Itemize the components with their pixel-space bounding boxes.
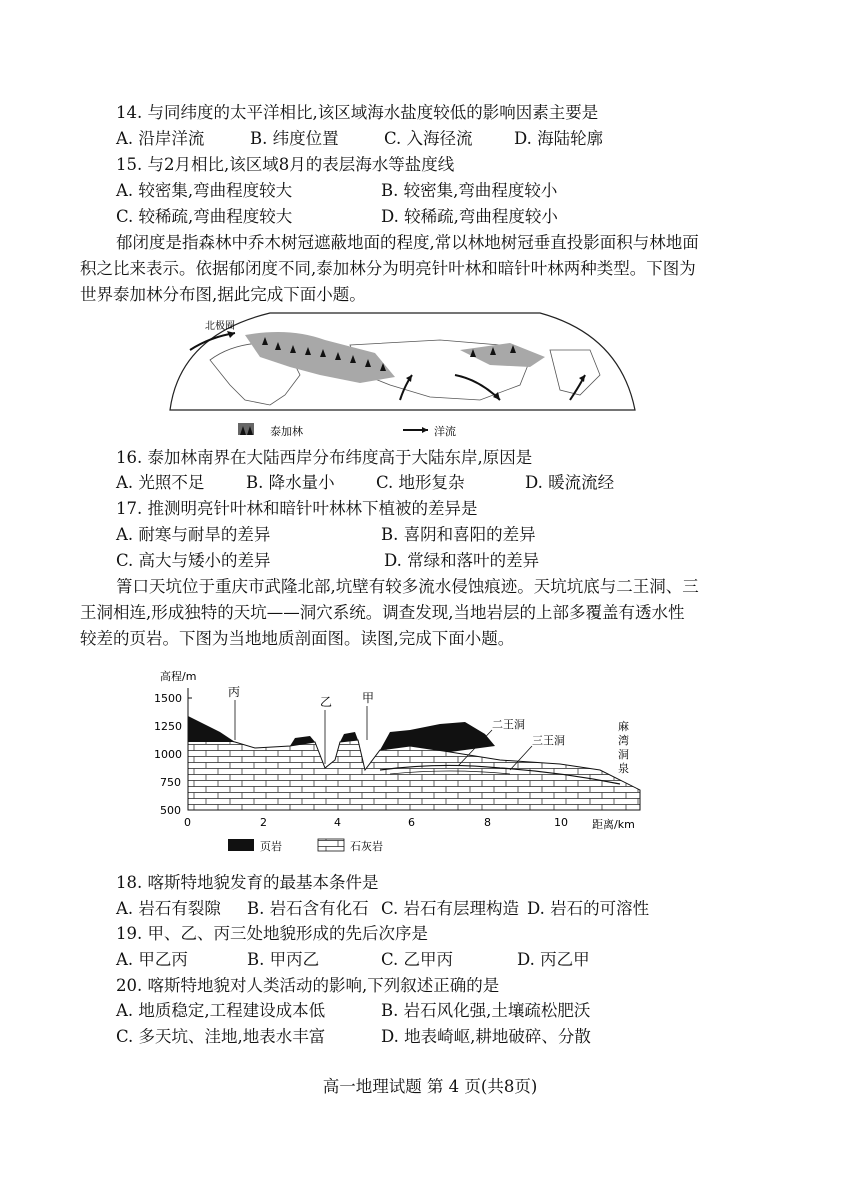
q19-option-d: D. 丙乙甲 [517, 950, 590, 969]
svg-text:洞: 洞 [618, 748, 629, 761]
q15-option-a: A. 较密集,弯曲程度较大 [116, 181, 293, 200]
q20-option-b: B. 岩石风化强,土壤疏松肥沃 [381, 1001, 591, 1020]
q20-option-a: A. 地质稳定,工程建设成本低 [116, 1001, 326, 1020]
q18-option-b: B. 岩石含有化石 [247, 899, 369, 918]
y-tick-500: 500 [160, 804, 181, 817]
y-tick-1500: 1500 [154, 692, 182, 705]
legend-shale-swatch [228, 839, 254, 851]
legend-limestone: 石灰岩 [350, 840, 383, 853]
label-mawan-spring [618, 720, 629, 775]
q18-stem: 18. 喀斯特地貌发育的最基本条件是 [116, 873, 379, 892]
label-sanwang-cave: 三王洞 [532, 734, 565, 747]
q15-option-d: D. 较稀疏,弯曲程度较小 [381, 207, 558, 226]
q19-option-c: C. 乙甲丙 [381, 950, 454, 969]
q17-stem: 17. 推测明亮针叶林和暗针叶林林下植被的差异是 [116, 499, 478, 518]
q18-option-c: C. 岩石有层理构造 [381, 899, 520, 918]
label-erwang-cave: 二王洞 [492, 718, 525, 731]
x-tick-6: 6 [408, 816, 415, 829]
legend-shale: 页岩 [260, 840, 282, 853]
legend-taiga: 泰加林 [270, 425, 303, 438]
intro2-line2: 王洞相连,形成独特的天坑——洞穴系统。调查发现,当地岩层的上部多覆盖有透水性 [80, 603, 685, 622]
y-tick-1250: 1250 [154, 720, 182, 733]
label-yi: 乙 [320, 695, 333, 709]
map-legend [238, 423, 456, 438]
svg-text:湾: 湾 [618, 734, 629, 747]
q20-option-c: C. 多天坑、洼地,地表水丰富 [116, 1027, 326, 1046]
q20-stem: 20. 喀斯特地貌对人类活动的影响,下列叙述正确的是 [116, 976, 500, 995]
q16-option-c: C. 地形复杂 [376, 473, 465, 492]
q18-option-a: A. 岩石有裂隙 [116, 899, 221, 918]
q19-option-a: A. 甲乙丙 [116, 950, 188, 969]
q14-option-c: C. 入海径流 [384, 129, 473, 148]
q20-option-d: D. 地表崎岖,耕地破碎、分散 [381, 1027, 591, 1046]
taiga-map [150, 305, 650, 445]
intro1-line3: 世界泰加林分布图,据此完成下面小题。 [80, 285, 366, 304]
q17-option-a: A. 耐寒与耐旱的差异 [116, 525, 271, 544]
intro2-line3: 较差的页岩。下图为当地地质剖面图。读图,完成下面小题。 [80, 629, 515, 648]
q14-option-a: A. 沿岸洋流 [116, 129, 205, 148]
q16-option-b: B. 降水量小 [246, 473, 335, 492]
q17-option-c: C. 高大与矮小的差异 [116, 551, 271, 570]
page-footer: 高一地理试题 第 4 页(共8页) [322, 1077, 538, 1096]
q15-option-b: B. 较密集,弯曲程度较小 [381, 181, 558, 200]
q16-stem: 16. 泰加林南界在大陆西岸分布纬度高于大陆东岸,原因是 [116, 448, 533, 467]
y-tick-750: 750 [160, 776, 181, 789]
q14-stem: 14. 与同纬度的太平洋相比,该区域海水盐度较低的影响因素主要是 [116, 103, 599, 122]
x-tick-2: 2 [260, 816, 267, 829]
q19-stem: 19. 甲、乙、丙三处地貌形成的先后次序是 [116, 924, 428, 943]
q19-option-b: B. 甲丙乙 [247, 950, 320, 969]
geological-profile [140, 660, 660, 860]
q17-option-d: D. 常绿和落叶的差异 [384, 551, 540, 570]
intro1-line1: 郁闭度是指森林中乔木树冠遮蔽地面的程度,常以林地树冠垂直投影面积与林地面 [116, 233, 699, 252]
label-jia: 甲 [362, 691, 375, 705]
x-tick-4: 4 [334, 816, 341, 829]
q17-option-b: B. 喜阴和喜阳的差异 [381, 525, 536, 544]
x-tick-8: 8 [484, 816, 491, 829]
svg-text:麻: 麻 [618, 720, 629, 733]
q14-option-b: B. 纬度位置 [250, 129, 339, 148]
arctic-circle-label: 北极圈 [205, 321, 235, 332]
x-tick-10: 10 [554, 816, 568, 829]
q16-option-d: D. 暖流流经 [525, 473, 615, 492]
q14-option-d: D. 海陆轮廓 [514, 129, 604, 148]
legend-limestone-swatch [318, 839, 344, 851]
q15-stem: 15. 与2月相比,该区域8月的表层海水等盐度线 [116, 155, 455, 174]
q18-option-d: D. 岩石的可溶性 [527, 899, 650, 918]
x-tick-0: 0 [184, 816, 191, 829]
intro1-line2: 积之比来表示。依据郁闭度不同,泰加林分为明亮针叶林和暗针叶林两种类型。下图为 [80, 259, 696, 278]
y-tick-1000: 1000 [154, 748, 182, 761]
y-axis-label: 高程/m [160, 670, 197, 683]
svg-text:泉: 泉 [618, 762, 629, 775]
legend-current: 洋流 [434, 425, 456, 438]
label-bing: 丙 [228, 685, 241, 699]
q15-option-c: C. 较稀疏,弯曲程度较大 [116, 207, 293, 226]
intro2-line1: 箐口天坑位于重庆市武隆北部,坑壁有较多流水侵蚀痕迹。天坑坑底与二王洞、三 [116, 577, 699, 596]
q16-option-a: A. 光照不足 [116, 473, 205, 492]
x-axis-label: 距离/km [592, 818, 635, 831]
